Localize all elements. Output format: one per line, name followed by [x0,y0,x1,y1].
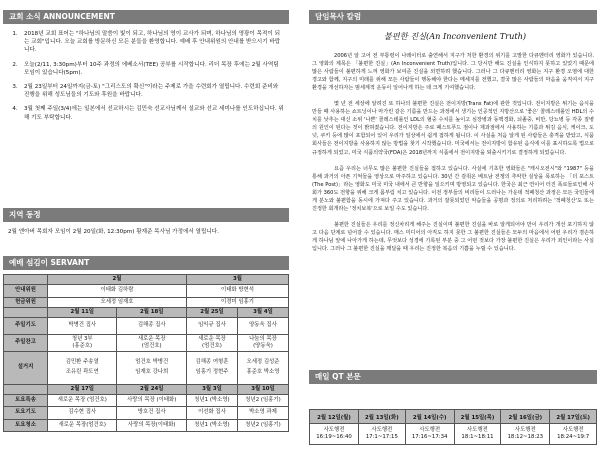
table-row: 2월 11일 2월 18일 2월 25일 3월 4일 [4,307,289,317]
column-header: 담임목사 칼럼 [309,10,597,24]
regional-text: 2월 엔아버 목회자 모임이 2월 20일(화, 12:30pm) 황재준 목사님 가정에서 열립니다. [8,229,219,235]
paragraph: 불편한 진실들은 우리를 정신차리게 해주는 진실이며 불편한 진실을 바로 알게되어야 만이 우리가 개선 포기하지 않고 다음 단계로 넘어갈 수 있습니다. 매스 미디어의 아직도 하지 못한 그 불편한 진실들은 모두의 마음에서 어떤 우리가 겸손하게 하나님 앞에 나아가게 하는데, 무엇보다 성경에 기록된 부분 중 그 어떤 것보다 가장 불편한 진실은 우리가 죄인이라는 사실입니다. 그러나 그 불편한 진실을 깨달을 때 우리는 진정한 복음의 기쁨을 누릴 수 있습니다. [312,221,594,252]
table-row: 토요기도 김수현 집사 방호건 집사 이선화 집사 박소영 과제 [4,407,289,420]
table-row: 설거지 김민환 주송열 조유린 곽도연 엄건호 박병건 임재호 강나희 김해종 여형훈 임홍기 정현주 오세정 김성준 홍준호 박소영 [4,351,289,384]
table-row: 2월 12일(월) 2월 13일(화) 2월 14일(수) 2월 15일(목) 2월 16일(금) 2월 17일(토) [310,410,597,424]
table-row: 토요특송 새로운 목장 (엄건호) 사랑의 목장 (이태화) 청년1 (박소영) 청년2 (임홍기) [4,394,289,407]
list-item: 1. 2018년 교회 표어는 "하나님의 말씀이 빛이 되고, 하나님의 영이 교사가 되며, 하나님의 영광이 목적이 되는 교회"입니다. 오늘 교회를 방문하신 모든 분들을 환영합니다. 예배 후 안내위원의 안내를 받으시기 바랍니다. [12,31,281,54]
table-row: 토요청소 새로운 목장(엄건호) 사랑의 목장(이태화) 청년1 (박소영) 청년2 (임홍기) [4,419,289,432]
table-row: 안내위원 이태화 김하람 이태화 방현석 [4,285,289,298]
announcement-list [6,30,284,128]
servant-header: 예배 섬김이 SERVANT [3,256,289,270]
table-row: 주일기도 박병건 집사 김해종 집사 임익규 집사 양동욱 집사 [4,317,289,334]
table-row: 주일찬고 청년 3부 (홍준호) 새로운 목장 (엄건호) 새로운 목장 (엄건호) 나눔의 목장 (양동욱) [4,334,289,351]
list-item: 3. 2월 23일부터 24일까지(금-토) "그리스도의 확신"이라는 주제로 가을 수련회가 열립니다. 수련회 준비와 진행을 위해 성도님들의 기도와 후원을 바랍니다. [12,84,279,99]
list-item: 2. 오늘(2/11, 3:30pm)부터 10주 과정의 에베소서(TEE) 공부를 시작합니다. 리더 목장 후에는 2월 사역팀모임이 있습니다(5pm). [12,61,279,76]
table-row: 헌금위원 오세정 임재호 이경미 임홍기 [4,297,289,307]
table-row: 2월 3월 [4,275,289,285]
column-title: 불편한 진실(An Inconvenient Truth) [383,31,527,41]
qt-header: 매일 QT 본문 [309,370,597,384]
regional-header: 지역 동정 [3,208,289,222]
list-item: 4. 3월 첫째 주일(3/4)에는 일본에서 선교하시는 김민숙 선교사님께서 설교와 선교 세미나를 인도하십니다. 위해 기도 부탁합니다. [12,106,284,121]
qt-table [309,409,597,445]
servant-table [3,274,289,432]
table-row: 사도행전 16:19~16:40 사도행전 17:1~17:15 사도행전 17:16~17:34 사도행전 18:1~18:11 사도행전 18:12~18:23 사도행전 18:24~19:7 [310,424,597,445]
column-body [312,52,594,261]
paragraph: 몇 년 전 세상에 알려진 또 하나의 불편한 진실은 전이지방(Trans Fat)에 관한 것입니다. 전이지방은 튀기는 음식을 만들 때 사용하는 쇼트닝이나 마가린 같은 기름을 만드는 과정에서 생기는 인공적인 지방산으로 '좋은' 콜레스테롤인 HDL의 수치를 낮추는 대신 소위 '나쁜' 콜레스테롤인 LDL의 혈중 수치를 높이고 심장병과 동맥경화, 뇌졸중, 비만, 당뇨병 등 각종 질병의 원인이 된다는 것이 밝혀졌습니다. 전이지방은 주로 패스트푸드 점이나 제과점에서 사용하는 기름과 튀김 음식, 케이크, 도넛, 쿠키 등에 많이 포함되어 있어 우리가 일상에서 쉽게 접하게 됩니다. 이 사실을 처음 알게 된 사람들은 충격을 받았고, 식품 회사들은 전이지방을 사용하지 않는 방법을 찾기 시작했습니다. 미국에서는 전이지방이 함유된 음식에 이를 표시하도록 법으로 규정하게 되었고, 미국 식품의약국(FDA)은 2018년까지 식품에서 전이지방을 퇴출시키기로 결정하게 되었습니다. [312,101,594,156]
paragraph: 요즘 우리는 너무도 많은 불편한 진실들을 접하고 있습니다. 사실에 기초한 영화들은 "캐시오전시"와 "1987" 등을 통해 과거의 아픈 기억들을 영상으로 마주하고 있습니다. 30년 간 감춰온 베트남 전쟁의 추악한 실상을 폭로하는 「더 포스트(The Post)」라는 영화도 미국 미국 내에서 큰 반향을 일으키며 방영되고 있습니다. 한국은 최근 연이어 터진 폭로들로인해 사회가 360도 전향을 위해 크게 몸부림 치고 있습니다. 이전 정부들의 비리들이 드러나는 가운데 적폐청산 과정은 모든 국민들에게 분노와 불편함을 동시에 가져다 주고 있습니다. 과거의 잘못되었던 악습들을 공평과 정의로 처리하려는 '적폐청산'도 또는 진정한 회개라는 '정치보복'으로 보일 수도 있습니다. [312,165,594,212]
announcement-header: 교회 소식 ANNOUNCEMENT [3,10,289,24]
paragraph: 2006년 알 고어 전 부통령이 나레이터로 출연해서 지구가 처한 환경의 위기를 고발한 다큐멘터리 영화가 있습니다. 그 영화의 제목은 「불편한 진실」(An Inconvenient Truth)입니다. 그 당시만 해도 진실을 인식하지 못하고 있었기 때문에 많은 사람들이 불편하게 느껴 영화가 보여준 진실을 외면하려 했습니다. 그러나 그 다큐멘터리 영화는 지구 환경 오염에 대한 경고와 함께, 지구의 미래를 위해 모든 사람들이 행동해야 한다는 메세지를 전했고, 결국 많은 사람들의 마음을 움직여서 지구 환경을 개선하자는 범세계적 운동이 일어나게 하는 데 크게 기여했습니다. [312,53,594,92]
table-row: 2월 17일 2월 24일 3월 3일 3월 10일 [4,384,289,394]
